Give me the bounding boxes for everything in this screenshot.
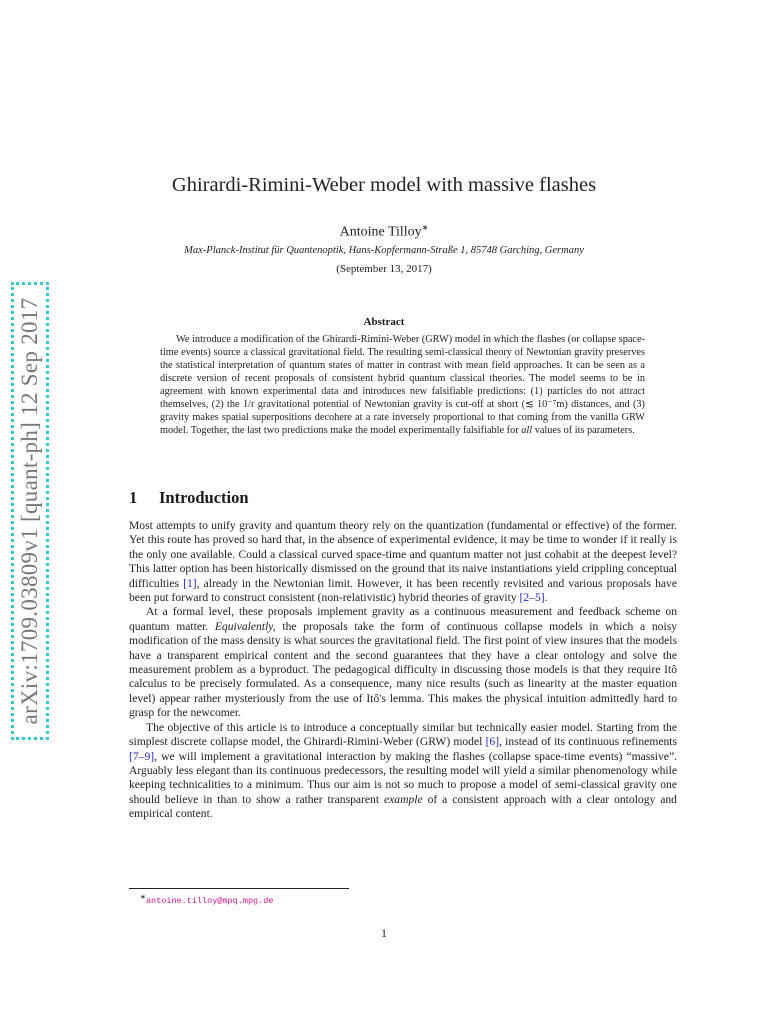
text-run: , instead of its continuous refinements <box>499 735 678 749</box>
abstract-heading: Abstract <box>363 316 405 328</box>
text-run: of a consistent approach with a clear ontology and empirical content. <box>129 792 677 821</box>
section-heading <box>129 488 249 508</box>
text-run: the proposals take the form of continuous collapse models in which a noisy modification of the mass density is what sources the gravitational field. The first point of view insures that the models have a transparent empirical content and the second guarantees that they have a clear ontology and solve the measurement problem as a byproduct. The pedagogical difficulty in discussing those models is that they require Itô calculus to be precisely formulated. As a consequence, many nice results (such as linearity at the master equation level) appear rather mysteriously from the use of Itô's lemma. This makes the physical intuition admittedly hard to grasp for the newcomer. <box>129 619 677 720</box>
abstract-body: We introduce a modification of the Ghirardi-Rimini-Weber (GRW) model in which the flashes (or collapse space-time events) source a classical gravitational field. The resulting semi-classical theory of Newtonian gravity preserves the statistical interpretation of quantum states of matter in contrast with mean field approaches. It can be seen as a discrete version of recent proposals of consistent hybrid quantum classical theories. The model seems to be in agreement with known experimental data and introduces new falsifiable predictions: (1) particles do not attract themselves, (2) the 1/r gravitational potential of Newtonian gravity is cut-off at short (≲ 10⁻⁷m) distances, and (3) gravity makes spatial superpositions decohere at a rate inversely proportional to that coming from the vanilla GRW model. Together, the last two predictions make the model experimentally falsifiable for <box>160 334 645 436</box>
abstract-body-end: values of its parameters. <box>534 425 635 436</box>
citation-link[interactable]: [7–9] <box>129 749 155 763</box>
text-run: . <box>544 591 548 605</box>
footnote-mark: ∗ <box>140 893 146 901</box>
text-run: , we will implement a gravitational interaction by making the flashes (collapse space-time events) “massive”. Arguably less elegant than its continuous predecessors, the resulting model will yield a similar phenomenology while keeping technicalities to a minimum. Thus our aim is not so much to propose a model of semi-classical gravity one should believe in than to show a rather transparent <box>129 749 677 806</box>
arxiv-stamp <box>11 282 49 740</box>
text-run: Most attempts to unify gravity and quantum theory rely on the quantization (fundamental or effective) of the former. Yet this route has proved so hard that, in the absence of experimental evidence, it may be time to wonder if it really is the only one available. Could a classical curved space-time and quantum matter not just cohabit at the deepest level? This latter option has been historically dismissed on the ground that its naive instantiations yield crippling conceptual difficulties <box>129 519 677 590</box>
abstract-text <box>160 333 645 437</box>
email-link[interactable]: antoine.tilloy@mpq.mpg.de <box>145 895 274 906</box>
section-title: Introduction <box>159 488 249 507</box>
author-footnote-mark: ∗ <box>421 223 429 232</box>
citation-link[interactable]: [2–5] <box>519 591 545 605</box>
text-run: , already in the Newtonian limit. However, it has been recently revisited and various proposals have been put forward to construct consistent (non-relativistic) hybrid theories of gravity <box>129 576 677 605</box>
paragraph-2 <box>129 605 677 720</box>
date: (September 13, 2017) <box>336 263 432 275</box>
paragraph-3 <box>129 721 677 822</box>
arxiv-identifier: arXiv:1709.03809v1 [quant-ph] 12 Sep 2017 <box>17 297 42 725</box>
body-text <box>129 519 677 822</box>
text-run: At a formal level, these proposals implement gravity as a continuous measurement and feedback scheme on quantum matter. <box>129 605 677 633</box>
paragraph-1 <box>129 519 677 605</box>
paper-title: Ghirardi-Rimini-Weber model with massive flashes <box>171 174 597 196</box>
footnote <box>140 892 273 906</box>
footnote-rule <box>129 888 349 889</box>
page-number: 1 <box>381 928 387 940</box>
section-number: 1 <box>129 488 138 507</box>
author-name: Antoine Tilloy <box>339 224 422 240</box>
abstract-emphasis: all <box>521 425 533 436</box>
citation-link[interactable]: [1] <box>183 576 197 590</box>
affiliation: Max-Planck-Institut für Quantenoptik, Hans-Kopfermann-Straße 1, 85748 Garching, Germany <box>184 245 584 256</box>
emphasis: Equivalently, <box>214 619 276 633</box>
author-line <box>0 223 768 241</box>
citation-link[interactable]: [6] <box>485 735 500 749</box>
emphasis: example <box>384 792 423 806</box>
text-run: The objective of this article is to introduce a conceptually similar but technically easier model. Starting from the simplest discrete collapse model, the Ghirardi-Rimini-Weber (GRW) model <box>129 720 677 749</box>
